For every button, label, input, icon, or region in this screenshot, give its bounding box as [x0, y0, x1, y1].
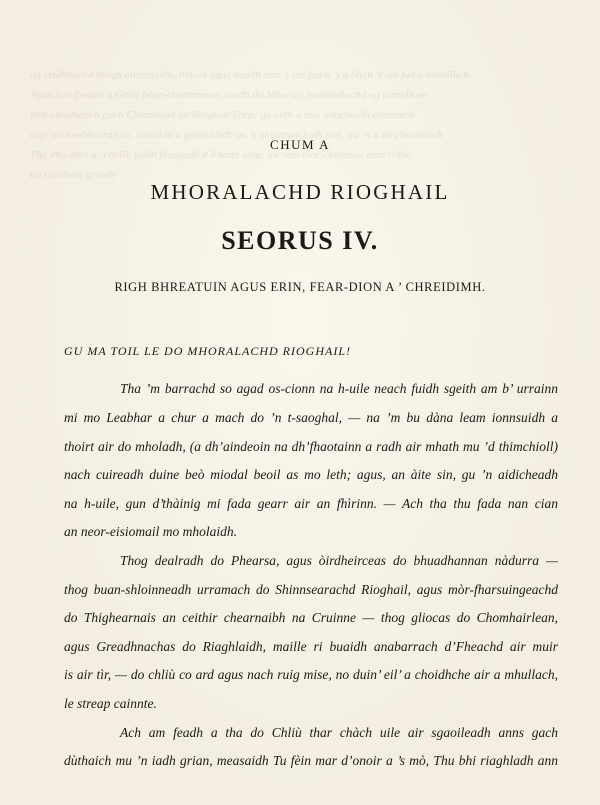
paragraph-2-line: le streap cainnte. [64, 696, 157, 711]
paragraph-2-line: agus Greadhnachas do Riaghlaidh, maille ri buaidh anabarrach d’Fheachd air muir [64, 639, 558, 654]
dedication-majesty: MHORALACHD RIOGHAIL [150, 180, 450, 204]
bleed-through-text: Agus nan fheadh a Ghlic bean-chothromais taodh do Mhorair naomhalachd ag aireidh an [30, 89, 428, 101]
bleed-through-text: bàn-chridheach gach Chlamhaid an Rìoghan Eorp: gu cidh a nua aduchaidh alamaich [30, 109, 414, 121]
paragraph-1-line: Tha ’m barrachd so agad os-cionn na h-uile neach fuidh sgeith am b’ urrainn [120, 381, 558, 396]
bleed-through-text: Tha dhu dhol a ’choill, fuidh fhasgadh d Fhann udar, air nan nior-chleasail nam rìdhe [30, 149, 412, 161]
dedication-to: CHUM A [270, 137, 330, 152]
paragraph-3-line: dùthaich mu ’n iadh grian, measaidh Tu fèin mar d’onoir a ’s mò, Thu bhi riaghladh ann [64, 753, 558, 768]
paragraph-1-line: mi mo Leabhar a chur a mach do ’n t-saoghal, — na ’m bu dàna leam ionnsuidh a [64, 410, 558, 425]
paragraph-2-line: thog buan-shloinneadh urramach do Shinnsearachd Rioghail, agus mòr-fharsuingeachd [64, 582, 558, 597]
paragraph-2-line: do Thighearnais an ceithir chearnaibh na Cruinne — thog gliocas do Chomhairlean, [64, 610, 558, 625]
salutation: GU MA TOIL LE DO MHORALACHD RIOGHAIL! [64, 344, 352, 358]
paragraph-1-line: an neor-eisiomail mo mholaidh. [64, 524, 237, 539]
paragraph-2-line: is air tìr, — do chliù co ard agus nach ruig mise, no duin’ eil’ a choidhche air a mhullach, [64, 667, 558, 682]
dedication-king-name: SEORUS IV. [221, 226, 379, 255]
paragraph-1-line: thoirt air do mholadh, (a dh’aindeoin na dh’fhaotainn a radh air mhath mu ’d thimchioll) [64, 439, 558, 454]
bleed-through-text: na cridheachd aitigh altramaidh, thaoid agus nuadh ann ’s am fad a ’s a bhan ’s am fad a bhroillich [30, 69, 469, 81]
bleed-through-text: na Gaidhail gruidh [30, 169, 115, 181]
paragraph-3-line: Ach am feadh a tha do Chliù thar chàch uile air sgaoileadh anns gach [120, 725, 558, 740]
paragraph-2-line: Thog dealradh do Phearsa, agus òirdheirceas do bhuadhannan nàdurra — [120, 553, 558, 568]
dedication-king-title: RIGH BHREATUIN AGUS ERIN, FEAR-DION A ’ CHREIDIMH. [114, 280, 486, 294]
bleed-through-text: aige na Leabhraran so, lìonaidh a gnàtaichdh gu ’s ghnàthaichidh fèin, gu ’n a do chearlaich [30, 129, 442, 141]
paragraph-1-line: na h-uile, gun d’thàinig mi fada gearr air an fhìrinn. — Ach tha thu fada nan cian [64, 496, 558, 511]
paragraph-1-line: nach cuireadh duine beò miodal beoil as mo leth; agus, an àite sin, gu ’n aidicheadh [64, 467, 558, 482]
